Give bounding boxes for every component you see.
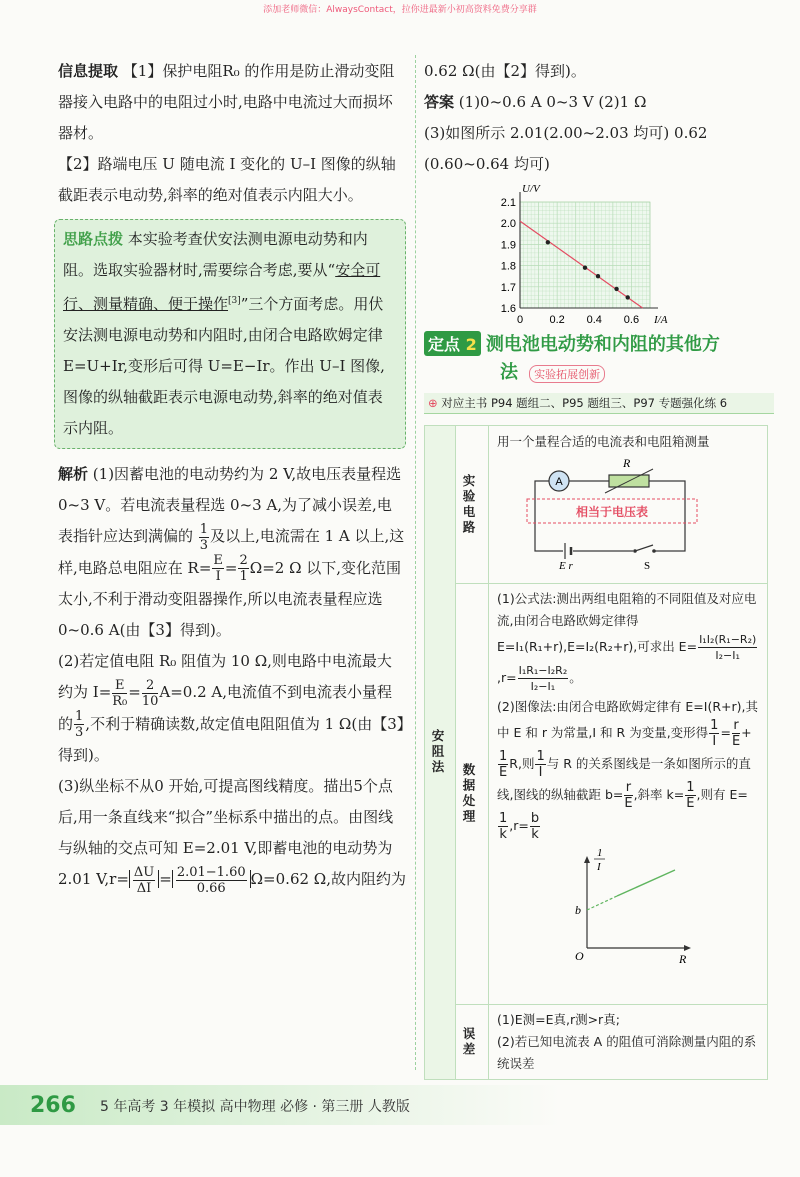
continuation: 0.62 Ω(由【2】得到)。 [424, 62, 586, 80]
equals: = [720, 725, 731, 740]
formula-method [497, 588, 759, 694]
row-head-error: 误差 [461, 1026, 476, 1058]
error-line-2: (2)若已知电流表 A 的阻值可消除测量内阻的系统误差 [497, 1034, 757, 1071]
axis-y-den: I [597, 861, 601, 873]
x-tick-label: 0.6 [623, 314, 640, 326]
circuit-description: 用一个量程合适的电流表和电阻箱测量 [497, 434, 710, 449]
analysis-3-text-2: Ω=0.62 Ω,故内阻约为 [250, 870, 407, 888]
data-point [614, 287, 618, 291]
y-tick-label: 2.0 [500, 218, 516, 231]
y-tick-label: 2.1 [500, 197, 516, 209]
reference-line [424, 393, 774, 414]
fraction [498, 811, 508, 842]
analysis-2: (2)若定值电阻 R₀ 阻值为 10 Ω,则电路中电流最大约为 I= $\frac{E}{\text{R₀}}$ = $\frac{2}{10}$ A=0.2 A,电流值不到电流表小量程的 $\frac{1}{3}$ ,不利于精确读数,故定值电阻阻值为 1 Ω(由【3】得到)。 [58, 652, 405, 764]
fraction [732, 718, 740, 749]
analysis-label: 解析 [58, 465, 89, 483]
frac-num: E [112, 678, 127, 694]
frac-num: I₁I₂(R₁−R₂) [699, 633, 757, 646]
column-divider [415, 55, 416, 1070]
frac-num: 1 [710, 718, 719, 733]
chart-grid [520, 202, 650, 308]
frac-num: 1 [536, 749, 545, 764]
fraction [133, 865, 155, 896]
reference-text: 对应主书 P94 题组二、P95 题组三、P97 专题强化练 6 [441, 396, 728, 410]
frac-den: 1 [239, 569, 248, 584]
method-cell [425, 426, 456, 1080]
watermark: 添加老师微信：AlwaysContact，拉你进最新小初高资料免费分享群 [263, 5, 537, 15]
x-tick-label: 0 [516, 314, 524, 326]
fraction [624, 780, 632, 811]
y-tick-label: 1.7 [500, 281, 516, 294]
frac-num: E [213, 553, 223, 568]
fraction [212, 553, 224, 584]
y-tick-label: 1.8 [500, 260, 516, 273]
extrapolated-line [587, 896, 617, 910]
frac-num: b [530, 811, 540, 826]
circuit-note: 相当于电压表 [575, 505, 649, 519]
frac-num: 2 [142, 678, 159, 694]
data-cell [489, 584, 768, 1005]
fraction [176, 865, 247, 896]
switch-label: S [644, 560, 651, 572]
page-number: 266 [30, 1093, 76, 1118]
data-point [583, 266, 587, 270]
y-tick-label: 1.9 [500, 239, 516, 252]
resistor-label: R [623, 456, 631, 470]
frac-den: E [499, 765, 508, 780]
frac-num: 1 [686, 780, 695, 795]
frac-den: 0.66 [196, 880, 226, 896]
row-head-cell [456, 426, 489, 584]
analysis-1-text: (1)因蓄电池的电动势约为 2 V,故电压表量程选0~3 V。若电流表量程选 0~3 A,为了减小误差,电表指针应达到满偏的 [58, 465, 402, 545]
data-point [596, 274, 600, 278]
plus: + [741, 725, 752, 740]
formula-method-text: (1)公式法:测出两组电阻箱的不同阻值及对应电流,由闭合电路欧姆定律得 E=I₁(R₁+r),E=I₂(R₂+r),可求出 E= [497, 591, 757, 654]
frac-den: I₂−I₁ [530, 680, 556, 693]
frac-den: k [499, 827, 507, 842]
section-title-2: 法 [500, 362, 518, 383]
fraction [142, 678, 159, 709]
analysis-2-text: (2)若定值电阻 R₀ 阻值为 10 Ω,则电路中电流最大约为 I= [58, 652, 392, 701]
page-footer [0, 1085, 800, 1125]
frac-den: E [731, 734, 741, 749]
method-name: 安阻法 [430, 729, 445, 776]
fraction [698, 632, 757, 663]
section-header [424, 330, 764, 384]
answer-label: 答案 [424, 93, 455, 111]
frac-den: R₀ [112, 693, 128, 709]
circuit-diagram [497, 453, 727, 571]
plot-area [520, 202, 650, 308]
data-point [626, 295, 630, 299]
right-column [424, 56, 764, 180]
y-axis-label: U/V [522, 183, 540, 195]
graph-method-text-4: ,斜率 k= [633, 787, 685, 802]
frac-num: 2 [239, 553, 248, 568]
fraction [112, 678, 127, 709]
fraction [518, 663, 569, 694]
error-line-1: (1)E测=E真,r测>r真; [497, 1012, 620, 1027]
battery-label: E r [559, 560, 573, 572]
graph-method-text-5: ,则有 E= [696, 787, 748, 802]
section-tag: 实验拓展创新 [529, 365, 605, 383]
row-head-cell [456, 1005, 489, 1080]
analysis-1-text-2: 及以上,电流需在 1 A 以上,这样,电路总电阻应在 R= [58, 527, 405, 577]
abs-value [172, 864, 251, 896]
frac-num: 1 [499, 811, 508, 826]
frac-den: E [624, 796, 633, 811]
section-badge [424, 331, 481, 356]
analysis-2-text-3: ,不利于精确读数,故定值电阻阻值为 1 Ω(由【3】得到)。 [58, 714, 405, 764]
fraction [530, 811, 540, 842]
badge-word: 定点 [428, 335, 461, 354]
frac-num: r [625, 780, 632, 795]
idea-underlined: 安全可行、测量精确、便于操作 [63, 261, 381, 313]
linear-fit-line [617, 870, 675, 896]
analysis-1-text-3: Ω=2 Ω 以下,变化范围太小,不利于滑动变阻器操作,所以电流表量程应选 0~0.6 A(由【3】得到)。 [58, 558, 402, 639]
row-head-circuit: 实验电路 [461, 473, 476, 536]
frac-den: I [538, 765, 543, 780]
frac-den: I [215, 569, 221, 584]
fraction [74, 709, 84, 740]
fraction [535, 749, 545, 780]
frac-den: I [712, 734, 717, 749]
book-title: 5 年高考 3 年模拟 高中物理 必修 · 第三册 人教版 [100, 1099, 410, 1115]
fraction [199, 522, 209, 553]
x-axis-label: I/A [654, 314, 668, 326]
r-equals: ,r= [497, 670, 517, 685]
frac-den: I₂−I₁ [715, 649, 740, 662]
idea-ref: [3] [228, 296, 241, 306]
fraction [709, 718, 719, 749]
graph-method-text-6: ,r= [509, 818, 529, 833]
x-tick-label: 0.2 [549, 314, 565, 326]
equals: = [224, 558, 238, 577]
frac-num: r [733, 718, 739, 733]
method-table [424, 425, 768, 1080]
graph-method-text-2: R,则 [509, 756, 535, 771]
graph-method [497, 696, 759, 842]
frac-den: E [686, 796, 695, 811]
info-label: 信息提取 [58, 62, 119, 80]
frac-den: 3 [199, 537, 209, 553]
answer-line-2: (3)如图所示 2.01(2.00~2.03 均可) 0.62 [424, 124, 708, 142]
u-i-chart [488, 180, 668, 330]
target-icon: ⊕ [428, 396, 438, 410]
error-cell [489, 1005, 768, 1080]
inverse-i-r-graph [567, 847, 697, 966]
frac-den: ΔI [136, 880, 152, 896]
frac-den: 10 [141, 693, 159, 709]
badge-number: 2 [465, 335, 477, 354]
frac-num: ΔU [133, 864, 155, 880]
row-head-data: 数据处理 [461, 763, 476, 825]
intercept-label: b [575, 903, 581, 917]
fraction [498, 749, 508, 780]
axis-y-num: 1 [597, 847, 603, 859]
frac-den: k [531, 827, 539, 842]
y-tick-label: 1.6 [500, 303, 516, 315]
graph-method-text-3: 与 R 的关系图线是一条如图所示的直线,图线的纵轴截距 b= [497, 756, 751, 802]
frac-num: 2.01−1.60 [176, 864, 246, 880]
origin-label: O [575, 949, 584, 963]
frac-num: 1 [75, 709, 84, 724]
section-title-1: 测电池电动势和内阻的其他方 [485, 334, 720, 355]
circuit-cell [489, 426, 768, 584]
info-extraction [58, 56, 406, 149]
idea-text-a: 本实验考查伏安法测电源电动势和内阻。选取实验器材时,需要综合考虑,要从“ [63, 230, 368, 279]
answer-line-3: (0.60~0.64 均可) [424, 155, 550, 173]
info-item-2: 【2】路端电压 U 随电流 I 变化的 U–I 图像的纵轴截距表示电动势,斜率的绝对值表示内阻大小。 [58, 155, 396, 204]
x-tick-label: 0.4 [586, 314, 602, 326]
ammeter-label: A [555, 476, 563, 488]
analysis-3-text: (3)纵坐标不从0 开始,可提高图线精度。描出5个点后,用一条直线来“拟合”坐标系中描出的点。由图线与纵轴的交点可知 E=2.01 V,即蓄电池的电动势为 2.01 V,r= [58, 777, 394, 888]
analysis-1 [58, 459, 406, 646]
analysis-2-text-2: A=0.2 A,电流值不到电流表小量程的 [58, 683, 393, 733]
axis-x-label: R [679, 952, 687, 966]
fraction [685, 780, 695, 811]
fraction [238, 553, 248, 584]
analysis-3: (3)纵坐标不从0 开始,可提高图线精度。描出5个点后,用一条直线来“拟合”坐标系中描出的点。由图线与纵轴的交点可知 E=2.01 V,即蓄电池的电动势为 2.01 V,r= $\frac{\Delta U}{\Delta I}$ = $\frac{2.01-1.60}{0.66}$ Ω=0.62 Ω,故内阻约为 [58, 777, 407, 896]
graph-method-text: (2)图像法:由闭合电路欧姆定律有 E=I(R+r),其中 E 和 r 为常量,I 和 R 为变量,变形得 [497, 699, 758, 740]
period: 。 [569, 670, 582, 685]
frac-num: I₁R₁−I₂R₂ [518, 664, 568, 677]
frac-den: 3 [75, 725, 84, 740]
row-head-cell [456, 584, 489, 1005]
frac-num: 1 [199, 521, 209, 537]
info-item-1: 【1】保护电阻R₀ 的作用是防止滑动变阻器接入电路中的电阻过小时,电路中电流过大而损坏器材。 [58, 62, 395, 142]
abs-value [129, 864, 159, 896]
frac-num: 1 [499, 749, 508, 764]
idea-box [54, 219, 406, 449]
answer-1: (1)0~0.6 A 0~3 V (2)1 Ω [458, 93, 647, 111]
left-column [58, 56, 406, 896]
idea-text-b: ”三个方面考虑。用伏安法测电源电动势和内阻时,由闭合电路欧姆定律 E=U+Ir,变形后可得 U=E−Ir。作出 U–I 图像,图像的纵轴截距表示电源电动势,斜率的绝对值表示内阻。 [63, 295, 385, 437]
idea-label: 思路点拨 [63, 230, 124, 248]
data-point [546, 240, 550, 244]
answer-line-1 [424, 87, 764, 118]
